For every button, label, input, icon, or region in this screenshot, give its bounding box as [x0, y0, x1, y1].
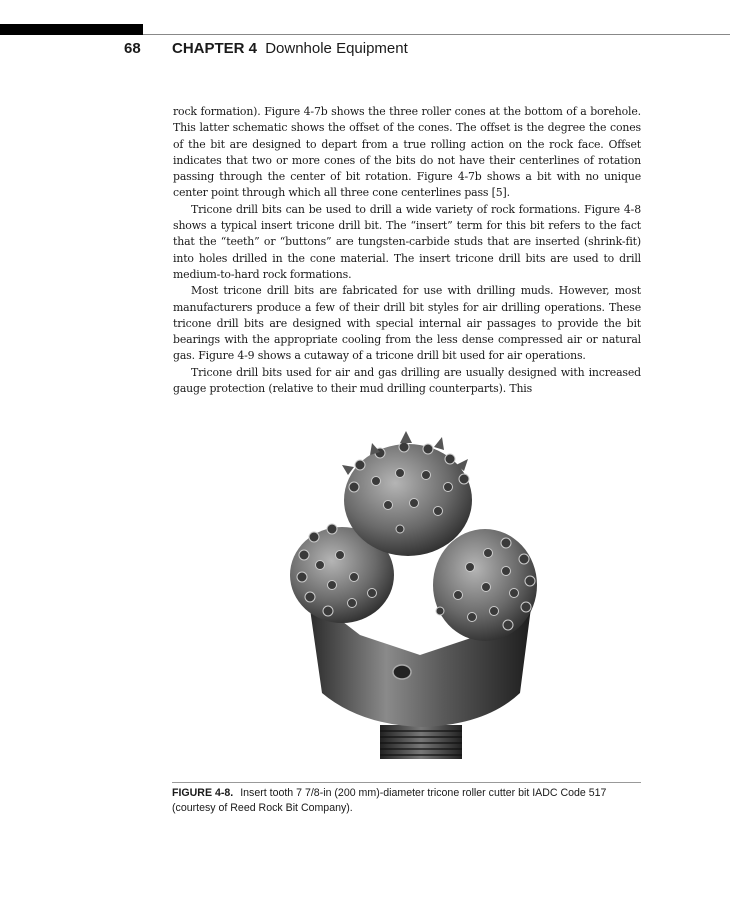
page-number: 68	[124, 40, 141, 57]
header-rule	[143, 34, 730, 35]
tricone-drill-bit-photo	[280, 425, 570, 775]
pin-connection	[380, 725, 462, 759]
figure-label: FIGURE 4-8.	[172, 787, 234, 799]
nozzle-port	[393, 665, 411, 679]
figure-caption	[172, 786, 642, 815]
drill-bit-illustration	[280, 425, 570, 775]
paragraph: Tricone drill bits used for air and gas drilling are usually designed with increased gauge protection (relative to their mud drilling counterparts). This	[173, 365, 641, 396]
header-bar	[0, 24, 143, 35]
paragraph: Tricone drill bits can be used to drill a wide variety of rock formations. Figure 4-8 shows a typical insert tricone drill bit. The “insert” term for this bit refers to the fact that the “teeth” or “buttons” are tungsten-carbide studs that are inserted (shrink-fit) into holes drilled in the cone material. The insert tricone drill bits are used to drill medium-to-hard rock formations.	[173, 202, 641, 281]
body-text	[173, 104, 641, 397]
chapter-heading	[172, 40, 408, 57]
paragraph: rock formation). Figure 4-7b shows the three roller cones at the bottom of a borehole. This latter schematic shows the offset of the cones. The offset is the degree the cones of the bit are designed to depart from a true rolling action on the rock face. Offset indicates that two or more cones of the bits do not have their centerlines of rotation passing through the center of bit rotation. Figure 4-7b shows a bit with no unique center point through which all three cone centerlines pass [5].	[173, 105, 641, 200]
chapter-title: Downhole Equipment	[265, 40, 408, 57]
chapter-label: CHAPTER 4	[172, 40, 258, 57]
caption-rule	[172, 782, 641, 783]
paragraph: Most tricone drill bits are fabricated for use with drilling muds. However, most manufacturers produce a few of their drill bit styles for air drilling operations. These tricone drill bits are designed with special internal air passages to provide the bit bearings with the appropriate cooling from the less dense compressed air or natural gas. Figure 4-9 shows a cutaway of a tricone drill bit used for air operations.	[173, 284, 641, 363]
figure-caption-text: Insert tooth 7 7/8-in (200 mm)-diameter tricone roller cutter bit IADC Code 517 (courtesy of Reed Rock Bit Company).	[172, 787, 607, 814]
